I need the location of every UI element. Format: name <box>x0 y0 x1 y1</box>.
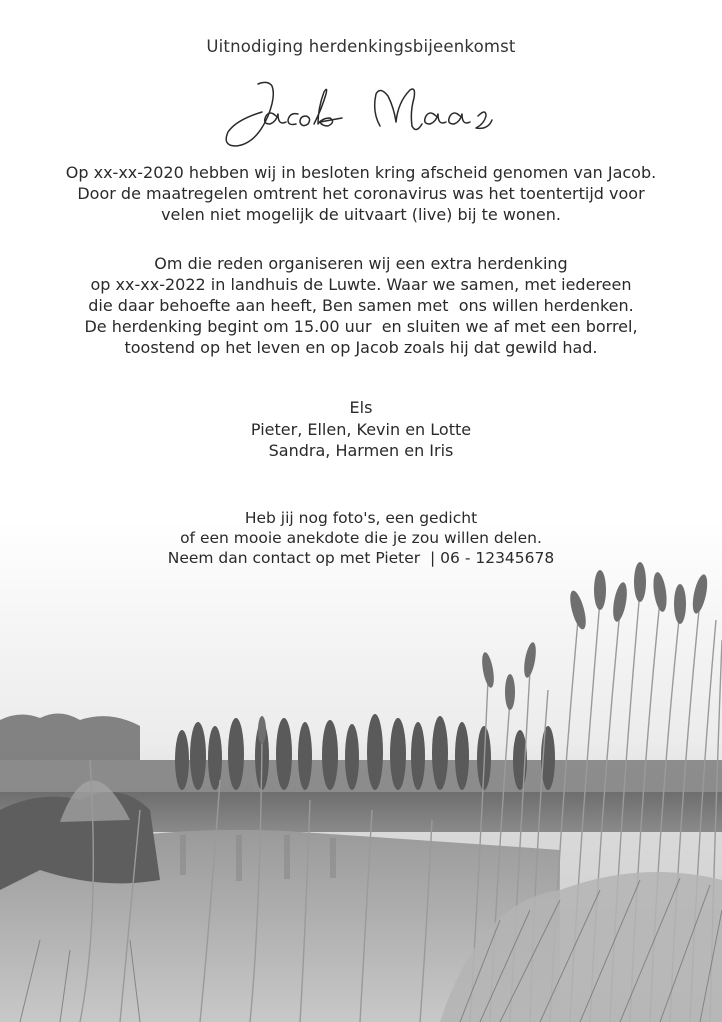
paragraph-line: toostend op het leven en op Jacob zoals hij dat gewild had. <box>124 338 598 357</box>
paragraph-line: op xx-xx-2022 in landhuis de Luwte. Waar we samen, met iedereen <box>90 275 632 294</box>
contact-line: Heb jij nog foto's, een gedicht <box>244 509 478 527</box>
reed-plumes <box>258 562 710 744</box>
signer-line: Els <box>349 398 373 417</box>
contact-line: Neem dan contact op met Pieter | 06 - 12345678 <box>167 549 555 567</box>
signer-line: Sandra, Harmen en Iris <box>268 441 454 460</box>
reed-landscape-photo <box>0 560 722 1022</box>
signature-flourish <box>226 82 492 146</box>
distant-trees <box>0 713 722 800</box>
paragraph-announcement <box>0 162 722 225</box>
paragraph-line: De herdenking begint om 15.00 uur en sluiten we af met een borrel, <box>84 317 638 336</box>
paragraph-line: Op xx-xx-2020 hebben wij in besloten kring afscheid genomen van Jacob. <box>65 163 657 182</box>
paragraph-line: die daar behoefte aan heeft, Ben samen met ons willen herdenken. <box>88 296 634 315</box>
signer-line: Pieter, Ellen, Kevin en Lotte <box>250 419 472 439</box>
contact-line: of een mooie anekdote die je zou willen delen. <box>180 529 542 547</box>
paragraph-line: Om die reden organiseren wij een extra herdenking <box>154 254 568 273</box>
paragraph-event-details <box>0 253 722 358</box>
paragraph-line: velen niet mogelijk de uitvaart (live) bij te wonen. <box>161 205 561 224</box>
signers-list <box>0 397 722 462</box>
invitation-title: Uitnodiging herdenkingsbijeenkomst <box>206 37 516 56</box>
deceased-name-signature <box>0 72 722 152</box>
contact-request <box>0 508 722 568</box>
paragraph-line: Door de maatregelen omtrent het coronavirus was het toentertijd voor <box>77 184 645 203</box>
